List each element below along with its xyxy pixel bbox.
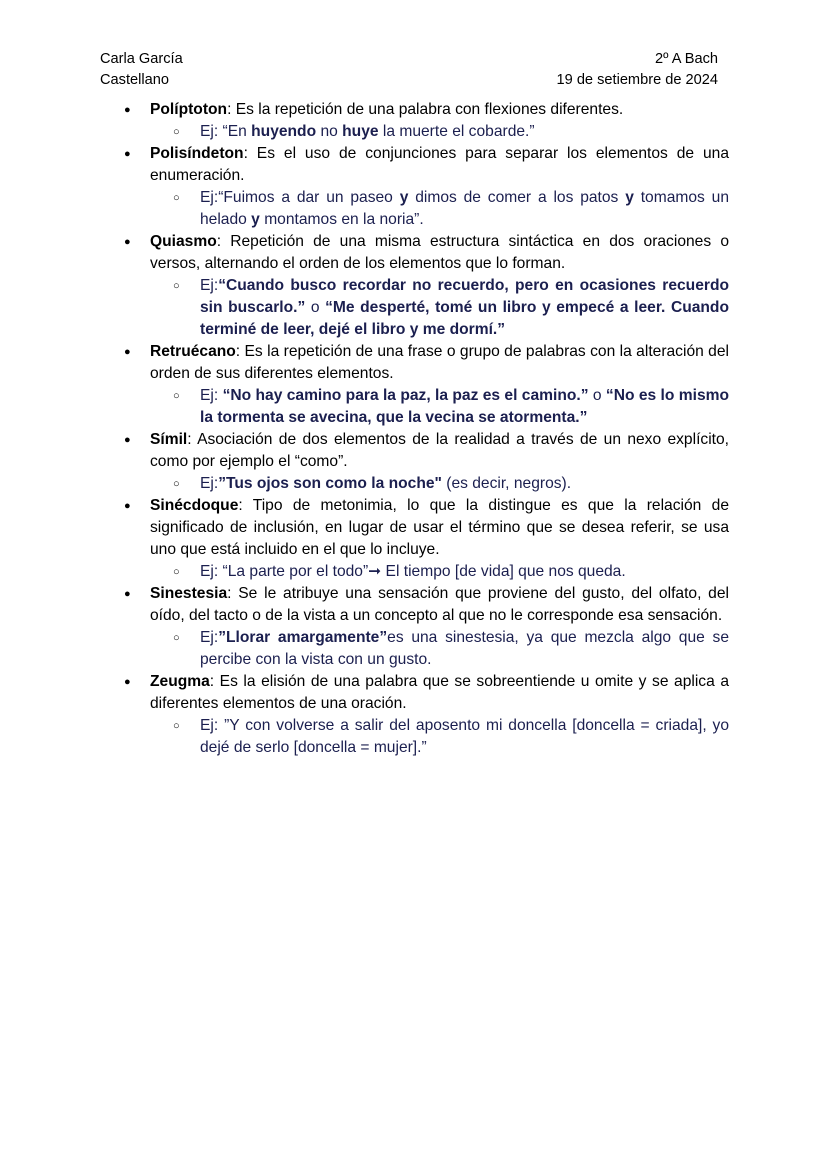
list-item bbox=[100, 231, 729, 275]
example-text: la muerte el cobarde.” bbox=[378, 123, 535, 140]
term-definition: : Repetición de una misma estructura sintáctica en dos oraciones o versos, alternando el orden de los elementos que lo forman. bbox=[150, 233, 729, 272]
example-text: o bbox=[588, 387, 606, 404]
example-text: Ej: “La parte por el todo”➞ El tiempo [de vida] que nos queda. bbox=[200, 563, 626, 580]
example-text: Ej: bbox=[200, 387, 223, 404]
example-emphasis: huyendo bbox=[251, 123, 317, 140]
example-item bbox=[100, 473, 729, 495]
example-text: Ej: bbox=[200, 475, 219, 492]
author-name: Carla García bbox=[100, 51, 183, 67]
term-label: Zeugma bbox=[150, 673, 210, 690]
list-item bbox=[100, 583, 729, 627]
term-label: Sinécdoque bbox=[150, 497, 239, 514]
term-definition: : Es la repetición de una palabra con flexiones diferentes. bbox=[227, 101, 624, 118]
term-definition: : Se le atribuye una sensación que proviene del gusto, del olfato, del oído, del tacto o de la vista a un concepto al que no le corresponde esa sensación. bbox=[150, 585, 729, 624]
figures-list bbox=[100, 99, 729, 759]
example-item bbox=[100, 627, 729, 671]
course-label: 2º A Bach bbox=[655, 51, 718, 67]
example-text: Ej:“Fuimos a dar un paseo bbox=[200, 189, 400, 206]
example-text: tomamos un helado bbox=[200, 189, 729, 228]
list-item bbox=[100, 341, 729, 385]
example-item bbox=[100, 121, 729, 143]
example-emphasis: y bbox=[251, 211, 260, 228]
subject-name: Castellano bbox=[100, 72, 169, 88]
example-emphasis: “No hay camino para la paz, la paz es el camino.” bbox=[222, 387, 589, 404]
list-item bbox=[100, 495, 729, 561]
example-emphasis: ”Llorar amargamente” bbox=[218, 629, 388, 646]
header-left bbox=[100, 49, 183, 91]
term-label: Retruécano bbox=[150, 343, 236, 360]
example-item bbox=[100, 561, 729, 583]
term-label: Políptoton bbox=[150, 101, 228, 118]
example-text: no bbox=[316, 123, 343, 140]
list-item bbox=[100, 671, 729, 715]
example-emphasis: ”Tus ojos son como la noche" bbox=[218, 475, 442, 492]
term-definition: : Asociación de dos elementos de la realidad a través de un nexo explícito, como por ejemplo el “como”. bbox=[150, 431, 729, 470]
term-definition: : Tipo de metonimia, lo que la distingue es que la relación de significado de inclusión, en lugar de usar el término que se desea referir, se usa uno que está incluido en el que lo incluye. bbox=[150, 497, 729, 558]
example-text: (es decir, negros). bbox=[441, 475, 572, 492]
term-label: Sinestesia bbox=[150, 585, 228, 602]
date-label: 19 de setiembre de 2024 bbox=[556, 72, 718, 88]
list-item bbox=[100, 429, 729, 473]
example-item bbox=[100, 187, 729, 231]
term-label: Símil bbox=[150, 431, 188, 448]
example-text: Ej: bbox=[200, 629, 219, 646]
example-emphasis: y bbox=[625, 189, 634, 206]
example-text: Ej: bbox=[200, 277, 219, 294]
example-emphasis: “Me desperté, tomé un libro y empecé a leer. Cuando terminé de leer, dejé el libro y me dormí.” bbox=[200, 299, 729, 338]
term-label: Polisíndeton bbox=[150, 145, 244, 162]
example-item bbox=[100, 275, 729, 341]
example-emphasis: y bbox=[399, 189, 409, 206]
list-item bbox=[100, 99, 729, 121]
example-emphasis: “Cuando busco recordar no recuerdo, pero en ocasiones recuerdo sin buscarlo.” bbox=[200, 277, 729, 316]
example-emphasis: huye bbox=[342, 123, 379, 140]
example-text: dimos de comer a los patos bbox=[408, 189, 626, 206]
example-text: o bbox=[305, 299, 326, 316]
term-definition: : Es la repetición de una frase o grupo de palabras con la alteración del orden de sus diferentes elementos. bbox=[150, 343, 729, 382]
example-text: Ej: “En bbox=[200, 123, 252, 140]
term-definition: : Es la elisión de una palabra que se sobreentiende u omite y se aplica a diferentes elementos de una oración. bbox=[150, 673, 729, 712]
example-emphasis: “No es lo mismo la tormenta se avecina, que la vecina se atormenta.” bbox=[200, 387, 730, 426]
list-item bbox=[100, 143, 729, 187]
example-text: Ej: ”Y con volverse a salir del aposento mi doncella [doncella = criada], yo dejé de serlo [doncella = mujer].” bbox=[200, 717, 729, 756]
term-label: Quiasmo bbox=[150, 233, 217, 250]
term-definition: : Es el uso de conjunciones para separar los elementos de una enumeración. bbox=[150, 145, 729, 184]
example-item bbox=[100, 715, 729, 759]
header-right bbox=[540, 49, 718, 91]
example-item bbox=[100, 385, 729, 429]
example-text: es una sinestesia, ya que mezcla algo que se percibe con la vista con un gusto. bbox=[200, 629, 730, 668]
example-text: montamos en la noria”. bbox=[259, 211, 424, 228]
